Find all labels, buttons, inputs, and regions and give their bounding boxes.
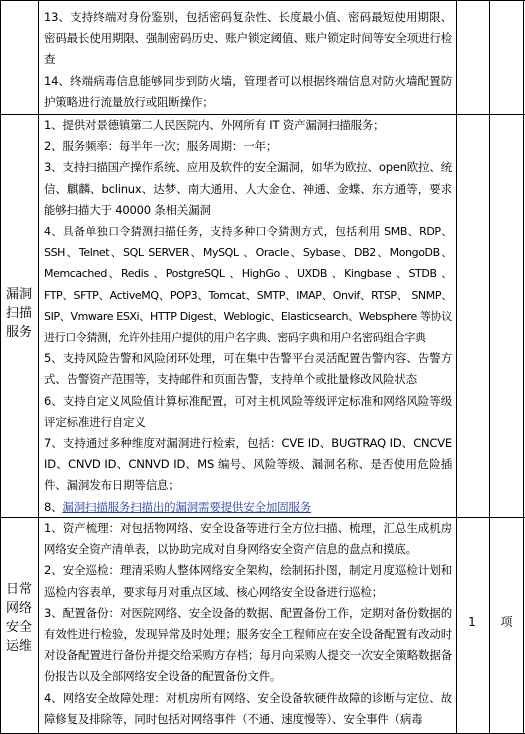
list-item: 3、配置备份：对医院网络、安全设备的数据、配置备份工作，定期对备份数据的有效性进行检验，发现异常及时处理；服务安全工程师应在安全设备配置有改动时对设备配置进行备份并提交给采购方存档；每月向采购人提交一次安全策略数据备份报告以及全部网络安全设备的配置备份文件。 bbox=[44, 605, 452, 684]
list-item: 6、支持自定义风险值计算标准配置，可对主机风险等级评定标准和网络风险等级评定标准进行自定义 bbox=[44, 393, 452, 429]
list-number: 8、 bbox=[44, 499, 63, 514]
unit-value: 项 bbox=[500, 615, 513, 629]
category-daily-security-ops bbox=[1, 580, 37, 656]
list-item: 2、安全巡检：理清采购人整体网络安全架构，绘制拓扑图，制定月度巡检计划和巡检内容表单，要求每月对重点区域、核心网络安全设备进行巡检； bbox=[44, 563, 452, 599]
table-border-top bbox=[1, 0, 525, 1]
list-item: 13、支持终端对身份鉴别，包括密码复杂性、长度最小值、密码最短使用期限、密码最长使用期限、强制密码历史、账户锁定阈值、账户锁定时间等安全项进行检查 bbox=[44, 10, 452, 67]
ops-content bbox=[44, 518, 452, 730]
category-vulnerability-scan bbox=[1, 285, 37, 342]
column-divider bbox=[38, 0, 39, 734]
scan-content bbox=[44, 115, 452, 518]
category-text: 服务 bbox=[5, 325, 32, 340]
quantity-value: 1 bbox=[468, 615, 476, 629]
list-item: 3、支持扫描国产操作系统、应用及软件的安全漏洞，如华为欧拉、open欧拉、统信、麒麟、bclinux、达梦、南大通用、人大金仓、神通、金蝶、东方通等，要求能够扫描大于 40000 条相关漏洞 bbox=[44, 160, 452, 217]
list-item: 4、网络安全故障处理：对机房所有网络、安全设备软硬件故障的诊断与定位、故障修复及排除等，同时包括对网络事件（不通、速度慢等）、安全事件（病毒 bbox=[44, 690, 452, 726]
list-item: 1、资产梳理：对包括物网络、安全设备等进行全方位扫描、梳理，汇总生成机房网络安全资产清单表，以协助完成对自身网络安全资产信息的盘点和摸底。 bbox=[44, 521, 452, 557]
list-item: 4、具备单独口令猜测扫描任务，支持多种口令猜测方式，包括利用 SMB、RDP、SSH、Telnet、SQL SERVER、MySQL 、Oracle、Sybase、DB2、MongoDB、Memcached、Redis 、PostgreSQL 、HighGo 、UXDB 、Kingbase 、STDB 、FTP、SFTP、ActiveMQ、POP3、Tomcat、SMTP、IMAP、Onvif、RTSP、 SNMP、SIP、Vmware ESXi、HTTP Digest、Weblogic、Elasticsearch、Websphere 等协议进行口令猜测，允许外挂用户提供的用户名字典、密码字典和用户名密码组合字典 bbox=[44, 225, 452, 345]
row-top-content bbox=[44, 7, 452, 113]
category-text: 日常 bbox=[5, 582, 32, 597]
list-item: 1、提供对景德镇第二人民医院内、外网所有 IT 资产漏洞扫描服务； bbox=[44, 118, 385, 132]
list-item-link-row bbox=[44, 497, 452, 518]
list-item: 7、支持通过多种维度对漏洞进行检索，包括：CVE ID、BUGTRAQ ID、CNCVE ID、CNVD ID、CNNVD ID、MS 编号、风险等级、漏洞名称、是否使用危险插件、漏洞发布日期等信息； bbox=[44, 436, 452, 493]
category-text: 扫描 bbox=[5, 306, 32, 321]
hardening-service-link[interactable]: 漏洞扫描服务扫描出的漏洞需要提供安全加固服务 bbox=[62, 499, 312, 514]
category-text: 漏洞 bbox=[5, 287, 32, 302]
category-text: 运维 bbox=[5, 639, 32, 654]
list-item: 5、支持风险告警和风险闭环处理，可在集中告警平台灵活配置告警内容、告警方式、告警资产范围等，支持邮件和页面告警，支持单个或批量修改风险状态 bbox=[44, 351, 452, 387]
list-item: 2、服务频率：每半年一次；服务周期：一年； bbox=[44, 139, 278, 154]
category-text: 网络 bbox=[5, 601, 32, 616]
list-item: 14、终端病毒信息能够同步到防火墙，管理者可以根据终端信息对防火墙配置防护策略进行流量放行或阻断操作； bbox=[44, 73, 452, 109]
category-text: 安全 bbox=[5, 620, 32, 635]
